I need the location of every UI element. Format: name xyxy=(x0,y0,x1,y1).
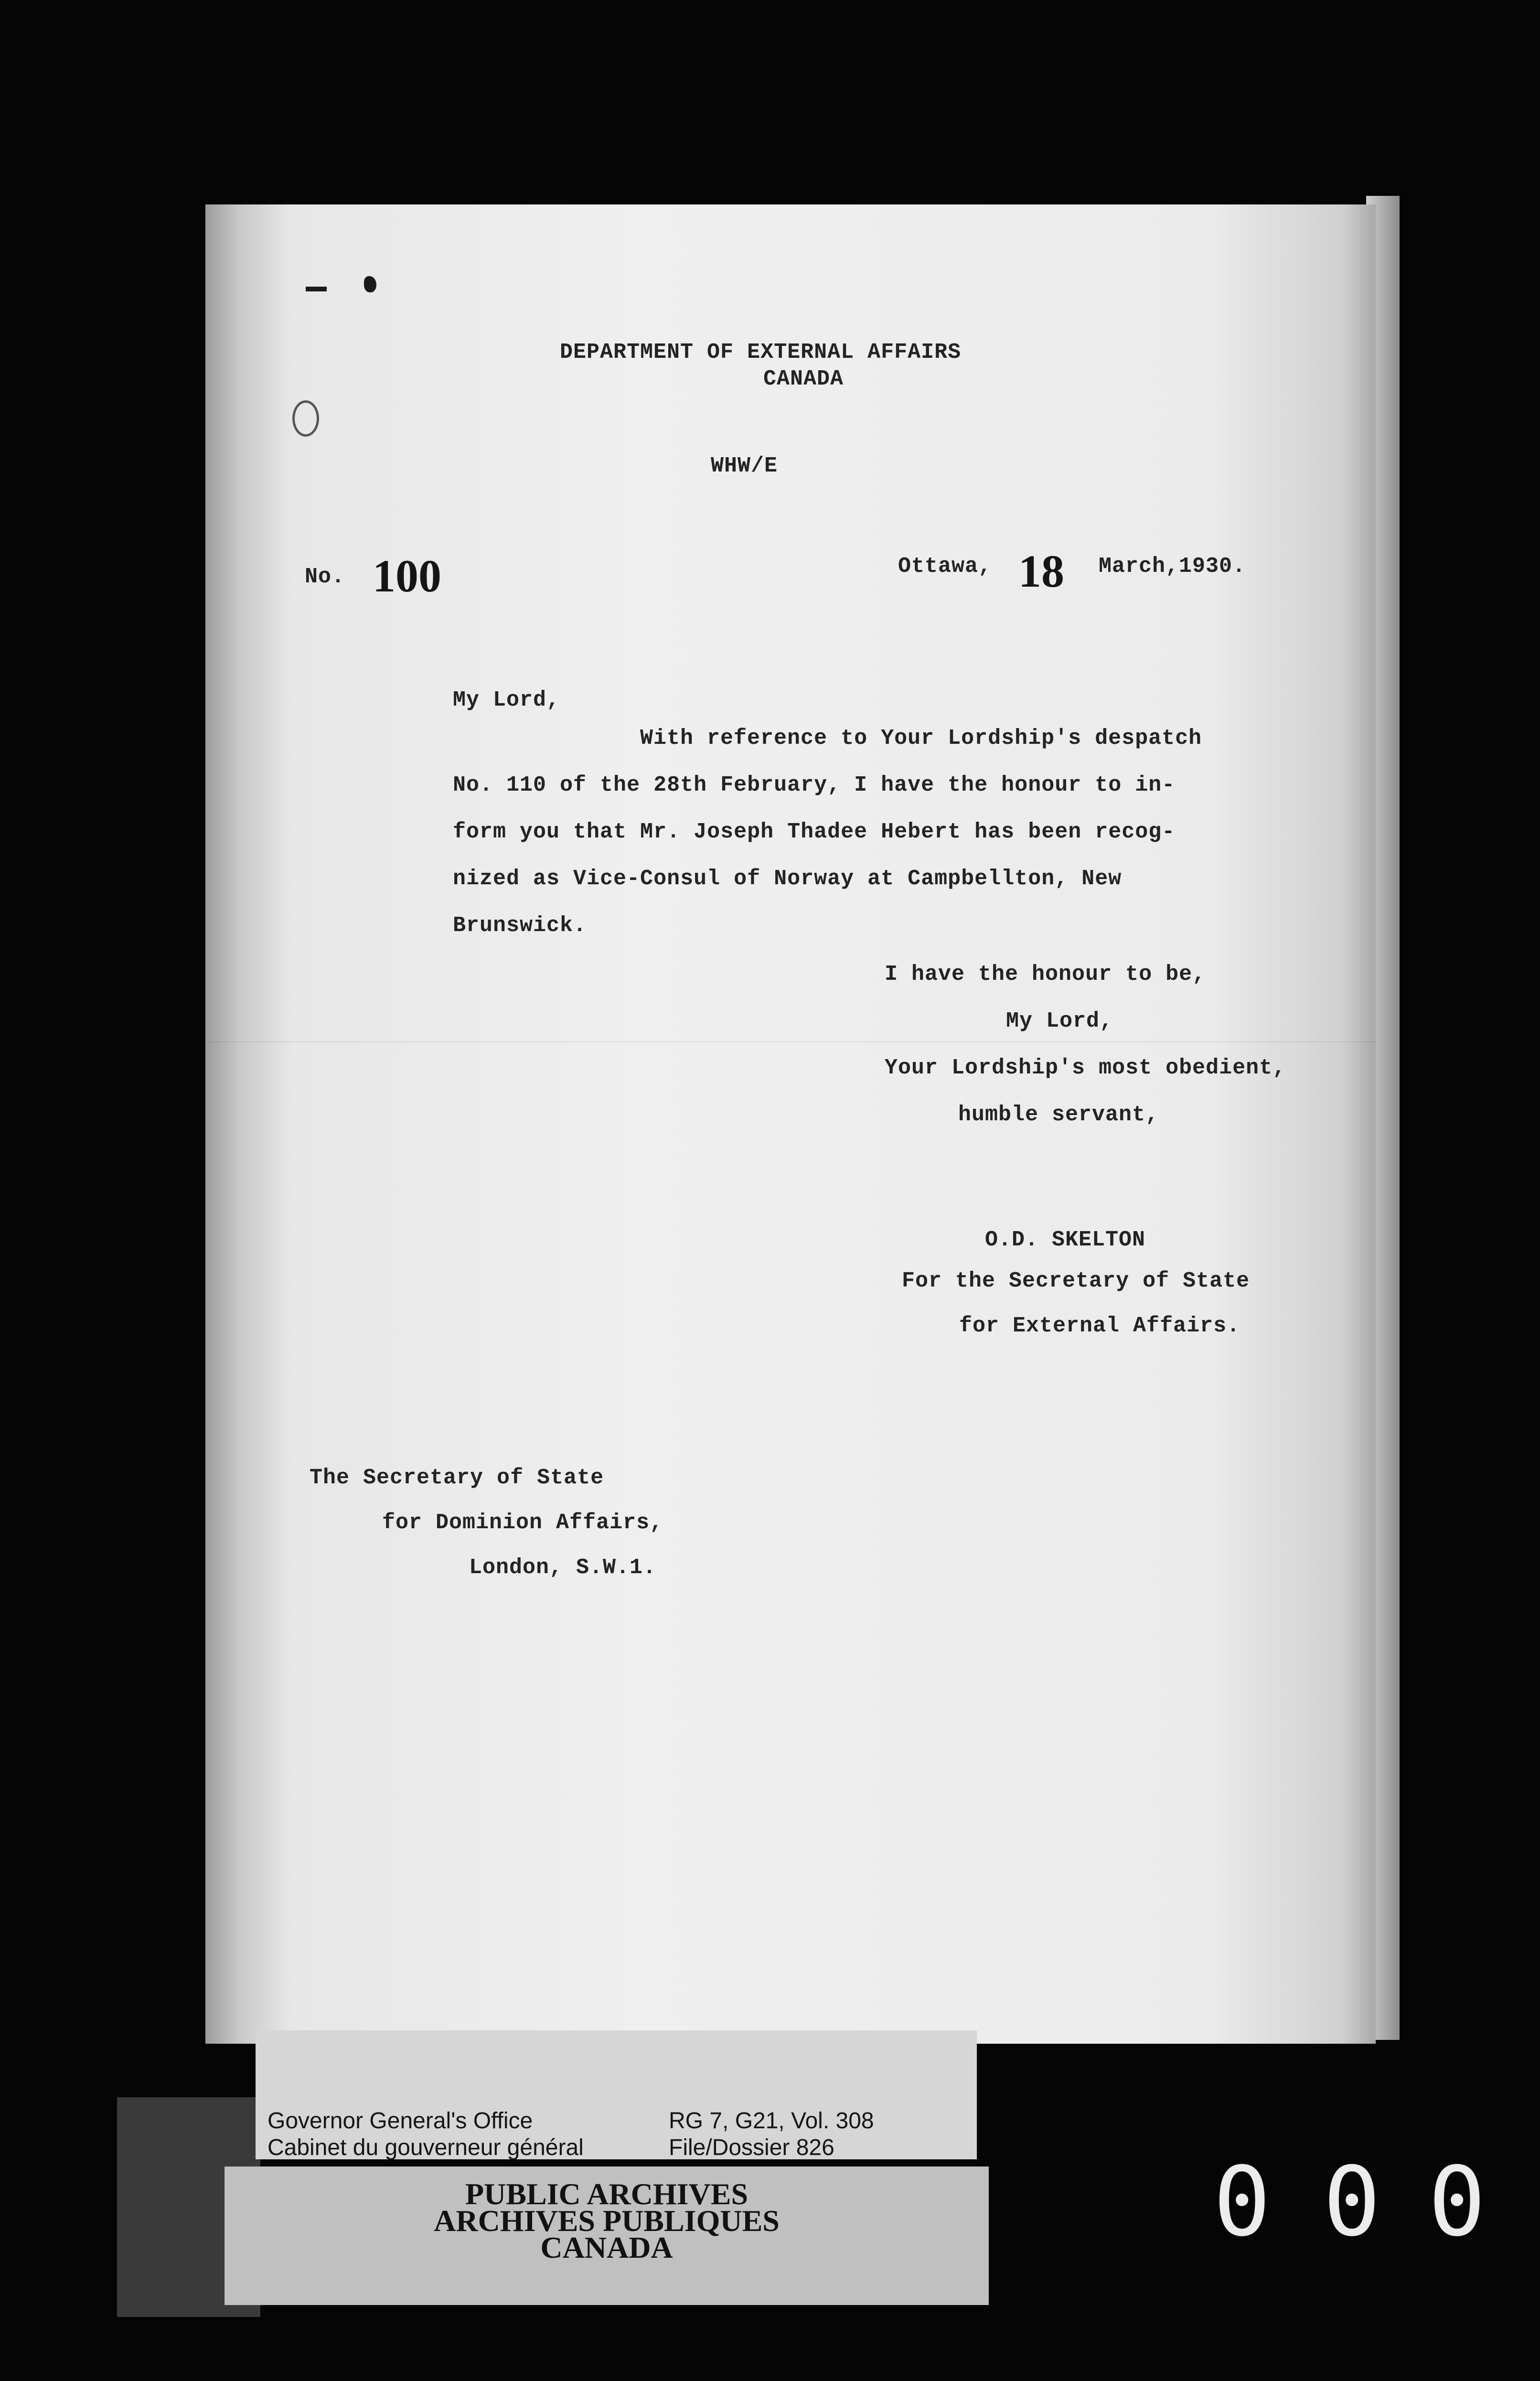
closing-line: humble servant, xyxy=(958,1103,1159,1127)
body-line: No. 110 of the 28th February, I have the honour to in- xyxy=(453,773,1176,797)
office-french: Cabinet du gouverneur général xyxy=(267,2135,584,2160)
archives-english: PUBLIC ARCHIVES xyxy=(465,2177,749,2211)
date-day: 18 xyxy=(1018,546,1064,597)
body-line: Brunswick. xyxy=(453,913,587,938)
closing-line: My Lord, xyxy=(1006,1009,1113,1033)
body-line: nized as Vice-Consul of Norway at Campbellton, New xyxy=(453,867,1122,891)
number-label: No. xyxy=(305,565,345,589)
signature-name: O.D. SKELTON xyxy=(985,1228,1146,1252)
closing-line: I have the honour to be, xyxy=(885,962,1206,987)
addressee-line: The Secretary of State xyxy=(310,1466,604,1490)
department-heading: DEPARTMENT OF EXTERNAL AFFAIRS xyxy=(560,340,962,365)
letter-page xyxy=(205,204,1376,2044)
signature-title: For the Secretary of State xyxy=(902,1269,1250,1293)
despatch-number: 100 xyxy=(373,550,441,601)
date-place: Ottawa, xyxy=(898,554,992,579)
page-ink-mark xyxy=(364,276,376,292)
salutation: My Lord, xyxy=(453,688,560,712)
record-group: RG 7, G21, Vol. 308 xyxy=(669,2108,874,2134)
archives-country: CANADA xyxy=(540,2231,673,2264)
signature-title: for External Affairs. xyxy=(959,1314,1241,1338)
date-month-year: March,1930. xyxy=(1099,554,1246,579)
archives-french: ARCHIVES PUBLIQUES xyxy=(434,2204,780,2238)
country-heading: CANADA xyxy=(763,367,844,391)
punch-hole xyxy=(292,400,319,437)
addressee-line: London, S.W.1. xyxy=(469,1555,657,1580)
page-ink-mark xyxy=(306,287,327,291)
frame-counter-digit: 0 xyxy=(1323,2146,1381,2258)
frame-counter-digit: 0 xyxy=(1213,2146,1271,2258)
addressee-line: for Dominion Affairs, xyxy=(382,1511,663,1535)
page-fold xyxy=(205,1041,1376,1042)
office-english: Governor General's Office xyxy=(267,2108,533,2134)
frame-counter-digit: 0 xyxy=(1428,2146,1486,2258)
file-number: File/Dossier 826 xyxy=(669,2135,834,2160)
closing-line: Your Lordship's most obedient, xyxy=(885,1056,1286,1080)
reference-initials: WHW/E xyxy=(711,454,778,478)
body-line: With reference to Your Lordship's despatch xyxy=(640,726,1202,751)
body-line: form you that Mr. Joseph Thadee Hebert has been recog- xyxy=(453,820,1176,844)
